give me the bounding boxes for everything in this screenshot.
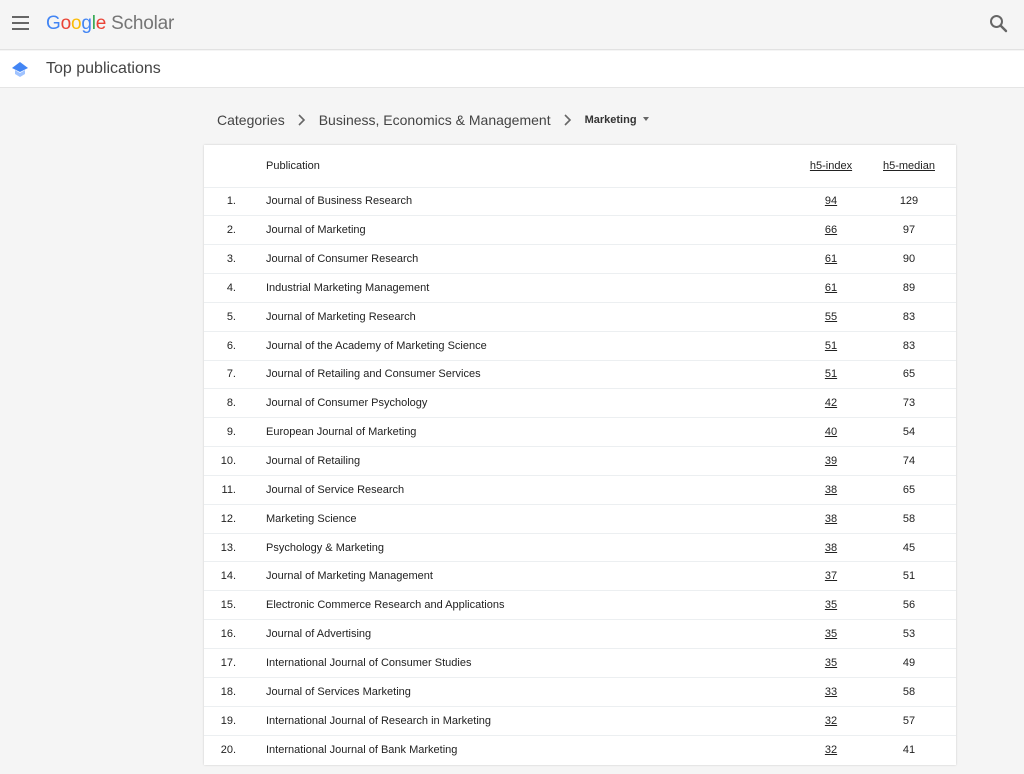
- h5-index-link[interactable]: 35: [824, 599, 838, 612]
- chevron-right-icon: [291, 110, 313, 130]
- table-row: [204, 677, 956, 706]
- h5-median-cell: 65: [902, 368, 916, 381]
- h5-index-link[interactable]: 38: [824, 541, 838, 554]
- h5-index-header-link[interactable]: h5-index: [809, 159, 853, 172]
- logo-letter: o: [60, 13, 71, 34]
- subcategory-dropdown[interactable]: [585, 114, 649, 126]
- h5-median-cell: 53: [902, 628, 916, 641]
- rank-cell: 8.: [226, 397, 236, 410]
- h5-index-cell[interactable]: [786, 504, 876, 533]
- hamburger-menu-icon[interactable]: [10, 12, 32, 34]
- publications-table-card: [204, 145, 956, 765]
- h5-index-link[interactable]: 37: [824, 570, 838, 583]
- h5-median-cell: 57: [902, 714, 916, 727]
- rank-cell: 2.: [226, 224, 236, 237]
- h5-index-cell[interactable]: [786, 360, 876, 389]
- h5-index-cell[interactable]: [786, 562, 876, 591]
- search-icon[interactable]: [988, 13, 1010, 35]
- rank-cell: 5.: [226, 310, 236, 323]
- rank-cell: 6.: [226, 339, 236, 352]
- h5-median-cell: 49: [902, 656, 916, 669]
- rank-cell: 13.: [220, 541, 236, 554]
- h5-index-cell[interactable]: [786, 677, 876, 706]
- rank-cell: 11.: [221, 483, 236, 496]
- h5-median-cell: 129: [899, 195, 919, 208]
- h5-index-link[interactable]: 35: [824, 656, 838, 669]
- h5-index-link[interactable]: 51: [824, 368, 838, 381]
- table-row: [204, 591, 956, 620]
- top-app-bar: [0, 0, 1024, 50]
- table-row: [204, 620, 956, 649]
- table-row: [204, 302, 956, 331]
- table-row: [204, 389, 956, 418]
- rank-cell: 16.: [220, 628, 236, 641]
- rank-cell: 10.: [220, 455, 236, 468]
- publication-title[interactable]: Journal of Consumer Psychology: [266, 397, 428, 410]
- rank-cell: 1.: [226, 195, 236, 208]
- h5-index-cell[interactable]: [786, 187, 876, 216]
- table-header-row: [204, 145, 956, 187]
- h5-index-cell[interactable]: [786, 475, 876, 504]
- table-row: [204, 475, 956, 504]
- h5-index-column-header[interactable]: [786, 145, 876, 187]
- publication-title[interactable]: International Journal of Consumer Studies: [266, 656, 472, 669]
- h5-median-column-header[interactable]: [876, 145, 956, 187]
- logo-letter: l: [91, 13, 96, 34]
- h5-median-cell: 74: [902, 455, 916, 468]
- breadcrumb-business[interactable]: Business, Economics & Management: [318, 112, 551, 128]
- table-row: [204, 418, 956, 447]
- h5-median-cell: 83: [902, 339, 916, 352]
- h5-index-cell[interactable]: [786, 274, 876, 303]
- h5-index-link[interactable]: 42: [824, 397, 838, 410]
- google-scholar-logo[interactable]: [46, 11, 174, 37]
- logo-product-name: Scholar: [111, 13, 175, 34]
- h5-index-cell[interactable]: [786, 302, 876, 331]
- logo-letter: o: [70, 13, 82, 34]
- rank-cell: 17.: [220, 656, 236, 669]
- breadcrumb-categories[interactable]: Categories: [217, 112, 285, 128]
- table-row: [204, 706, 956, 735]
- publication-title[interactable]: Journal of Retailing: [266, 455, 361, 468]
- publication-title[interactable]: International Journal of Research in Marketing: [266, 714, 492, 727]
- h5-index-link[interactable]: 39: [824, 455, 838, 468]
- rank-column-header: [204, 145, 266, 187]
- scholar-cap-icon: [11, 60, 29, 78]
- h5-index-link[interactable]: 32: [824, 714, 838, 727]
- h5-index-link[interactable]: 38: [824, 512, 838, 525]
- publications-table: [204, 145, 956, 764]
- h5-index-link[interactable]: 33: [824, 685, 838, 698]
- h5-median-cell: 54: [902, 426, 916, 439]
- h5-index-link[interactable]: 61: [824, 253, 838, 266]
- publication-title[interactable]: Electronic Commerce Research and Applications: [266, 599, 505, 612]
- table-row: [204, 533, 956, 562]
- publication-column-header: Publication: [266, 159, 320, 172]
- h5-median-cell: 97: [902, 224, 916, 237]
- table-row: [204, 562, 956, 591]
- h5-index-link[interactable]: 66: [824, 224, 838, 237]
- h5-index-link[interactable]: 40: [824, 426, 838, 439]
- table-row: [204, 649, 956, 678]
- rank-cell: 14.: [220, 570, 236, 583]
- rank-cell: 20.: [220, 743, 236, 756]
- rank-cell: 3.: [226, 253, 236, 266]
- logo-letter: e: [95, 13, 107, 34]
- h5-index-link[interactable]: 55: [824, 310, 838, 323]
- h5-index-link[interactable]: 32: [824, 743, 838, 756]
- rank-cell: 15.: [220, 599, 236, 612]
- h5-median-cell: 89: [902, 281, 916, 294]
- h5-index-link[interactable]: 38: [824, 483, 838, 496]
- rank-cell: 9.: [226, 426, 236, 439]
- logo-letter: g: [81, 13, 92, 34]
- h5-index-link[interactable]: 94: [824, 195, 838, 208]
- h5-median-cell: 41: [902, 743, 916, 756]
- table-row: [204, 216, 956, 245]
- h5-median-header-link[interactable]: h5-median: [883, 159, 935, 172]
- publication-title[interactable]: Industrial Marketing Management: [266, 281, 430, 294]
- publication-title[interactable]: Journal of Retailing and Consumer Services: [266, 368, 481, 381]
- h5-index-cell[interactable]: [786, 216, 876, 245]
- publication-title[interactable]: Journal of Services Marketing: [266, 685, 411, 698]
- h5-median-cell: 45: [902, 541, 916, 554]
- chevron-right-icon: [557, 110, 579, 130]
- rank-cell: 18.: [220, 685, 236, 698]
- h5-index-cell[interactable]: [786, 735, 876, 764]
- table-row: [204, 504, 956, 533]
- logo-letter: G: [46, 13, 61, 34]
- h5-index-cell[interactable]: [786, 591, 876, 620]
- table-row: [204, 360, 956, 389]
- table-row: [204, 735, 956, 764]
- rank-cell: 12.: [220, 512, 236, 525]
- table-row: [204, 245, 956, 274]
- rank-cell: 19.: [220, 714, 236, 727]
- h5-median-cell: 56: [902, 599, 916, 612]
- publication-title[interactable]: European Journal of Marketing: [266, 426, 417, 439]
- publication-title[interactable]: Journal of Advertising: [266, 628, 372, 641]
- h5-index-cell[interactable]: [786, 245, 876, 274]
- publication-title[interactable]: Marketing Science: [266, 512, 357, 525]
- h5-median-cell: 58: [902, 685, 916, 698]
- h5-index-cell[interactable]: [786, 706, 876, 735]
- page-subheader: [0, 51, 1024, 88]
- h5-median-cell: 83: [902, 310, 916, 323]
- publication-title[interactable]: Journal of Service Research: [266, 483, 405, 496]
- h5-index-cell[interactable]: [786, 533, 876, 562]
- h5-index-link[interactable]: 35: [824, 628, 838, 641]
- h5-median-cell: 58: [902, 512, 916, 525]
- h5-index-cell[interactable]: [786, 649, 876, 678]
- page-title: Top publications: [46, 60, 161, 77]
- h5-index-cell[interactable]: [786, 620, 876, 649]
- h5-index-cell[interactable]: [786, 418, 876, 447]
- publication-title[interactable]: International Journal of Bank Marketing: [266, 743, 458, 756]
- publication-title[interactable]: Journal of Marketing Research: [266, 310, 416, 323]
- publication-title[interactable]: Journal of Business Research: [266, 195, 413, 208]
- rank-cell: 7.: [226, 368, 236, 381]
- caret-down-icon: [643, 117, 649, 121]
- h5-index-cell[interactable]: [786, 447, 876, 476]
- rank-cell: 4.: [226, 281, 236, 294]
- h5-index-link[interactable]: 51: [824, 339, 838, 352]
- table-row: [204, 447, 956, 476]
- publication-title[interactable]: Journal of Consumer Research: [266, 253, 419, 266]
- h5-median-cell: 90: [902, 253, 916, 266]
- h5-median-cell: 51: [902, 570, 916, 583]
- breadcrumb: [217, 110, 649, 130]
- table-row: [204, 331, 956, 360]
- publication-title[interactable]: Journal of Marketing: [266, 224, 366, 237]
- h5-median-cell: 73: [902, 397, 916, 410]
- table-row: [204, 274, 956, 303]
- h5-index-cell[interactable]: [786, 331, 876, 360]
- publication-title[interactable]: Journal of Marketing Management: [266, 570, 433, 583]
- publication-title[interactable]: Journal of the Academy of Marketing Science: [266, 339, 487, 352]
- h5-index-link[interactable]: 61: [824, 281, 838, 294]
- subcategory-dropdown-label: Marketing: [584, 114, 637, 126]
- table-row: [204, 187, 956, 216]
- h5-median-cell: 65: [902, 483, 916, 496]
- publication-title[interactable]: Psychology & Marketing: [266, 541, 384, 554]
- h5-index-cell[interactable]: [786, 389, 876, 418]
